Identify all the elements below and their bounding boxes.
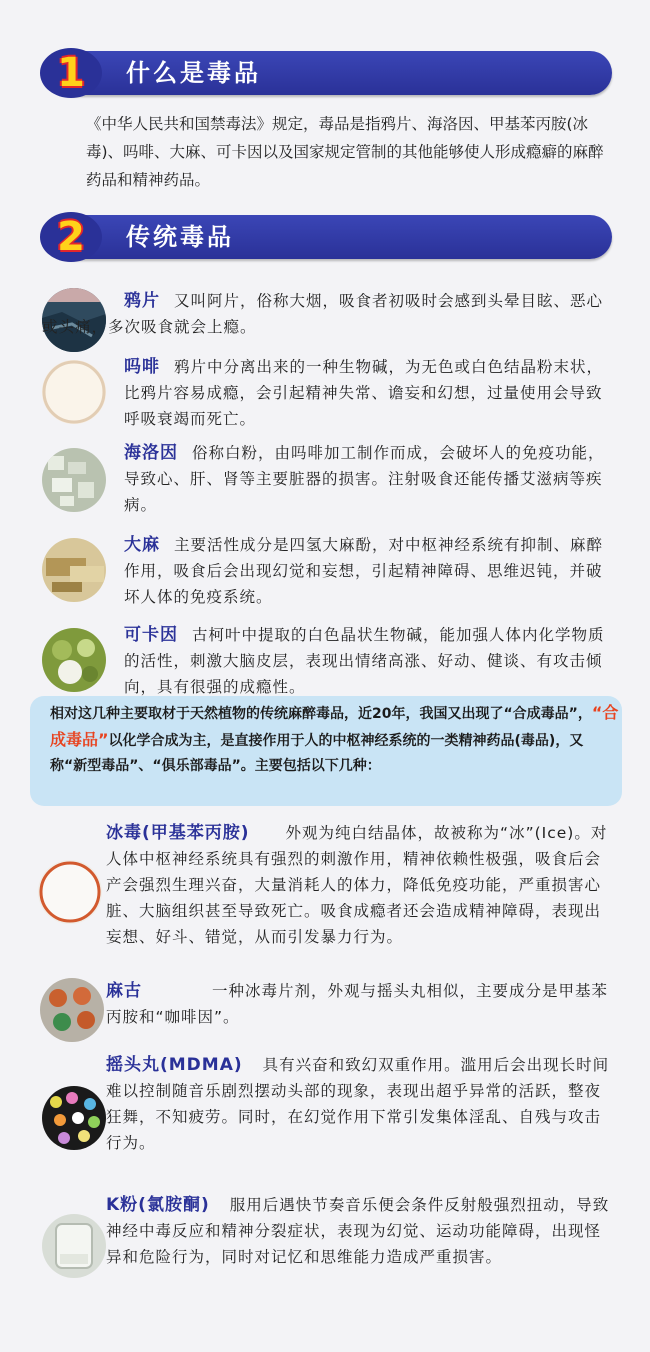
ecstasy-pills-icon <box>42 1086 106 1150</box>
ice-icon <box>38 860 102 924</box>
info-text-2: 以化学合成为主，是直接作用于人的中枢神经系统的一类精神药品(毒品)，又称“新型毒品”、“俱乐部毒品”。主要包括以下几种： <box>50 733 584 774</box>
cannabis-icon <box>42 538 106 602</box>
section-header-2 <box>40 212 612 262</box>
info-text-1: 相对这几种主要取材于天然植物的传统麻醉毒品，近20年，我国又出现了“合成毒品”， <box>50 706 592 722</box>
drug-description: 具有兴奋和致幻双重作用。滥用后会出现长时间难以控制随音乐剧烈摆动头部的现象，表现出超乎异常的活跃，整夜狂舞，不知疲劳。同时，在幻觉作用下常引发集体淫乱、自残与攻击行为。 <box>106 1056 610 1152</box>
drug-description: 又叫阿片，俗称大烟，吸食者初吸时会感到头晕目眩、恶心或头痛，多次吸食就会上瘾。 <box>42 292 604 336</box>
section-number: 1 <box>57 50 85 96</box>
drug-name: 摇头丸(MDMA) <box>106 1055 243 1075</box>
section-number-badge <box>40 48 102 98</box>
drug-description: 一种冰毒片剂，外观与摇头丸相似，主要成分是甲基苯丙胺和“咖啡因”。 <box>106 982 609 1026</box>
drug-description: 古柯叶中提取的白色晶状生物碱，能加强人体内化学物质的活性，刺激大脑皮层，表现出情绪高涨、好动、健谈、有攻击倾向，具有很强的成瘾性。 <box>124 626 605 696</box>
drug-description: 主要活性成分是四氢大麻酚，对中枢神经系统有抑制、麻醉作用，吸食后会出现幻觉和妄想，引起精神障碍、思维迟钝，并破坏人体的免疫系统。 <box>124 536 604 606</box>
drug-entry-heroin <box>124 440 614 518</box>
drug-entry-cocaine <box>124 622 614 700</box>
drug-entry-cannabis <box>124 532 614 610</box>
drug-name: 冰毒(甲基苯丙胺) <box>106 823 250 843</box>
cocaine-icon <box>42 628 106 692</box>
drug-description: 服用后遇快节奏音乐便会条件反射般强烈扭动，导致神经中毒反应和精神分裂症状，表现为幻觉、运动功能障碍，出现怪异和危险行为，同时对记忆和思维能力造成严重损害。 <box>106 1196 610 1266</box>
drug-name: 可卡因 <box>124 625 178 645</box>
drug-name: 麻古 <box>106 981 142 1001</box>
magu-pills-icon <box>40 978 104 1042</box>
drug-description: 外观为纯白结晶体，故被称为“冰”(Ice)。对人体中枢神经系统具有强烈的刺激作用，精神依赖性极强，吸食后会产会强烈生理兴奋，大量消耗人的体力，降低免疫功能，严重损害心脏、大脑组织甚至导致死亡。吸食成瘾者还会造成精神障碍，表现出妄想、好斗、错觉，从而引发暴力行为。 <box>106 824 608 946</box>
heroin-icon <box>42 448 106 512</box>
drug-name: 大麻 <box>124 535 160 555</box>
drug-name: 海洛因 <box>124 443 178 463</box>
drug-entry-morphine <box>124 354 614 432</box>
ketamine-icon <box>42 1214 106 1278</box>
section-header-1 <box>40 48 612 98</box>
drug-description: 俗称白粉，由吗啡加工制作而成，会破坏人的免疫功能，导致心、肝、肾等主要脏器的损害。注射吸食还能传播艾滋病等疾病。 <box>124 444 605 514</box>
section-title: 什么是毒品 <box>126 59 261 87</box>
drug-entry-ecstasy <box>106 1052 616 1156</box>
synthetic-drugs-intro <box>50 700 620 779</box>
section-number-badge <box>40 212 102 262</box>
drug-name: K粉(氯胺酮) <box>106 1195 210 1215</box>
highlight-term: “合成毒品” <box>50 703 619 749</box>
intro-paragraph: 《中华人民共和国禁毒法》规定，毒品是指鸦片、海洛因、甲基苯丙胺(冰毒)、吗啡、大麻、可卡因以及国家规定管制的其他能够使人形成瘾癖的麻醉药品和精神药品。 <box>86 115 604 189</box>
drug-name: 鸦片 <box>124 291 160 311</box>
drug-entry-magu <box>106 978 616 1030</box>
drug-entry-opium <box>42 288 612 340</box>
drug-description: 鸦片中分离出来的一种生物碱，为无色或白色结晶粉末状，比鸦片容易成瘾，会引起精神失常、谵妄和幻想，过量使用会导致呼吸衰竭而死亡。 <box>124 358 604 428</box>
section-title: 传统毒品 <box>126 223 234 251</box>
drug-entry-ketamine <box>106 1192 616 1270</box>
section-number: 2 <box>57 214 85 260</box>
drug-entry-ice <box>106 820 616 950</box>
drug-name: 吗啡 <box>124 357 160 377</box>
morphine-icon <box>42 360 106 424</box>
